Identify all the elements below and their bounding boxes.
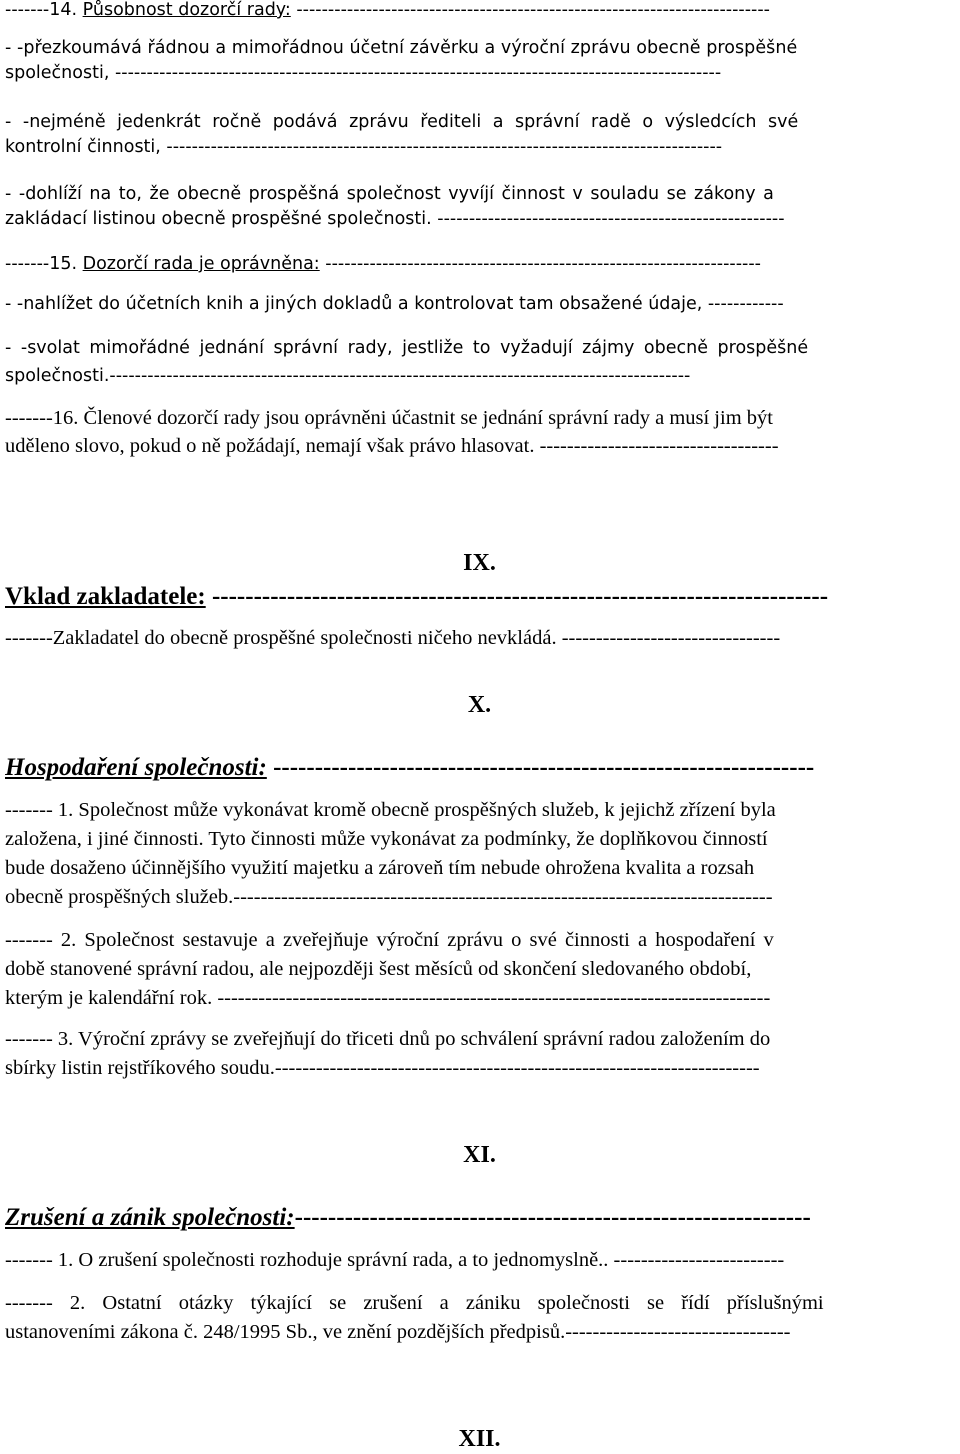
section-x-title: Hospodaření společnosti: ----------------------------------------------------------------- xyxy=(5,754,815,781)
section-16-line2: uděleno slovo, pokud o ně požádají, nemají však právo hlasovat. ----------------------------------- xyxy=(5,435,779,457)
section-x-para-3 xyxy=(5,1025,954,1083)
s14-item-3-line2: zakládací listinou obecně prospěšné společnosti. ------------------------------------------------------- xyxy=(5,209,785,229)
section-xi-numeral: XI. xyxy=(463,1142,496,1168)
xi-para-1-line: ------- 1. O zrušení společnosti rozhoduje správní rada, a to jednomyslně.. ------------------------- xyxy=(5,1249,785,1271)
section-ix-title-row xyxy=(5,581,954,613)
x-para-3-line: sbírky listin rejstříkového soudu.----------------------------------------------------------------------- xyxy=(5,1057,760,1079)
x-para-2-line: době stanovené správní radou, ale nejpozději šest měsíců od skončení sledovaného období, xyxy=(5,958,752,980)
s15-item-1-line1: - -nahlížet do účetních knih a jiných dokladů a kontrolovat tam obsažené údaje, ------------ xyxy=(5,294,784,314)
section-14-title: Působnost dozorčí rady: xyxy=(82,0,291,20)
section-15-heading: -------15. Dozorčí rada je oprávněna: --------------------------------------------------------------------- xyxy=(5,254,761,274)
section-16-line1: -------16. Členové dozorčí rady jsou oprávněni účastnit se jednání správní rady a musí jim být xyxy=(5,407,773,429)
s15-item-2-line1: - -svolat mimořádné jednání správní rady, jestliže to vyžadují zájmy obecně prospěšné xyxy=(5,338,809,358)
x-para-2-line: kterým je kalendářní rok. --------------------------------------------------------------------------------- xyxy=(5,987,771,1009)
section-xii-numeral: XII. xyxy=(458,1426,501,1452)
s14-item-3-line1: - -dohlíží na to, že obecně prospěšná společnost vyvíjí činnost v souladu se zákony a xyxy=(5,184,774,204)
s15-item-1 xyxy=(5,290,954,319)
s14-item-2-line1: - -nejméně jedenkrát ročně podává zprávu řediteli a správní radě o výsledcích své xyxy=(5,112,799,132)
section-xi xyxy=(5,1140,954,1170)
section-14-heading: -------14. Působnost dozorčí rady: --------------------------------------------------------------------------- xyxy=(5,0,770,20)
s14-item-2-line2: kontrolní činnosti, ---------------------------------------------------------------------------------------- xyxy=(5,137,723,157)
section-ix-numeral: IX. xyxy=(463,550,496,576)
x-para-1-line: obecně prospěšných služeb.------------------------------------------------------------------------------- xyxy=(5,886,773,908)
section-x-numeral: X. xyxy=(467,692,492,718)
section-xi-para-1 xyxy=(5,1246,954,1275)
s14-item-1-line2: společnosti, ------------------------------------------------------------------------------------------------ xyxy=(5,63,722,83)
section-ix-text xyxy=(5,624,954,653)
x-para-1-line: ------- 1. Společnost může vykonávat kromě obecně prospěšných služeb, k jejichž zřízení byla xyxy=(5,799,776,821)
x-para-1-line: založena, i jiné činnosti. Tyto činnosti může vykonávat za podmínky, že doplňkovou činností xyxy=(5,828,768,850)
xi-para-2-line: ustanoveními zákona č. 248/1995 Sb., ve znění pozdějších předpisů.--------------------------------- xyxy=(5,1321,791,1343)
section-ix-paragraph: -------Zakladatel do obecně prospěšné společnosti ničeho nevkládá. -------------------------------- xyxy=(5,627,781,649)
section-xii xyxy=(5,1424,954,1454)
x-para-1-line: bude dosaženo účinnějšího využití majetku a zároveň tím nebude ohrožena kvalita a rozsah xyxy=(5,857,755,879)
section-16 xyxy=(5,404,954,461)
section-x-para-1 xyxy=(5,796,954,912)
x-para-3-line: ------- 3. Výroční zprávy se zveřejňují do třiceti dnů po schválení správní radou založením do xyxy=(5,1028,771,1050)
s15-item-2 xyxy=(5,334,954,391)
s14-item-1 xyxy=(5,34,954,88)
section-14 xyxy=(5,0,954,25)
xi-para-2-line: ------- 2. Ostatní otázky týkající se zrušení a zániku společnosti se řídí příslušnými xyxy=(5,1292,824,1314)
s15-item-2-line2: společnosti.-------------------------------------------------------------------------------------------- xyxy=(5,366,691,386)
section-ix xyxy=(5,548,954,578)
section-15 xyxy=(5,250,954,279)
section-15-title: Dozorčí rada je oprávněna: xyxy=(82,254,320,274)
section-xi-para-2 xyxy=(5,1289,954,1347)
s14-item-1-line1: - -přezkoumává řádnou a mimořádnou účetní závěrku a výroční zprávu obecně prospěšné xyxy=(5,38,798,58)
s14-item-2 xyxy=(5,108,954,162)
section-x-title-row xyxy=(5,752,954,784)
section-xi-title-row xyxy=(5,1202,954,1234)
s14-item-3 xyxy=(5,180,954,234)
section-xi-title: Zrušení a zánik společnosti:-------------------------------------------------------------- xyxy=(5,1204,811,1231)
section-x-para-2 xyxy=(5,926,954,1013)
section-ix-title: Vklad zakladatele: -------------------------------------------------------------------------- xyxy=(5,583,829,610)
x-para-2-line: ------- 2. Společnost sestavuje a zveřejňuje výroční zprávu o své činnosti a hospodaření v xyxy=(5,929,774,951)
section-x xyxy=(5,690,954,720)
